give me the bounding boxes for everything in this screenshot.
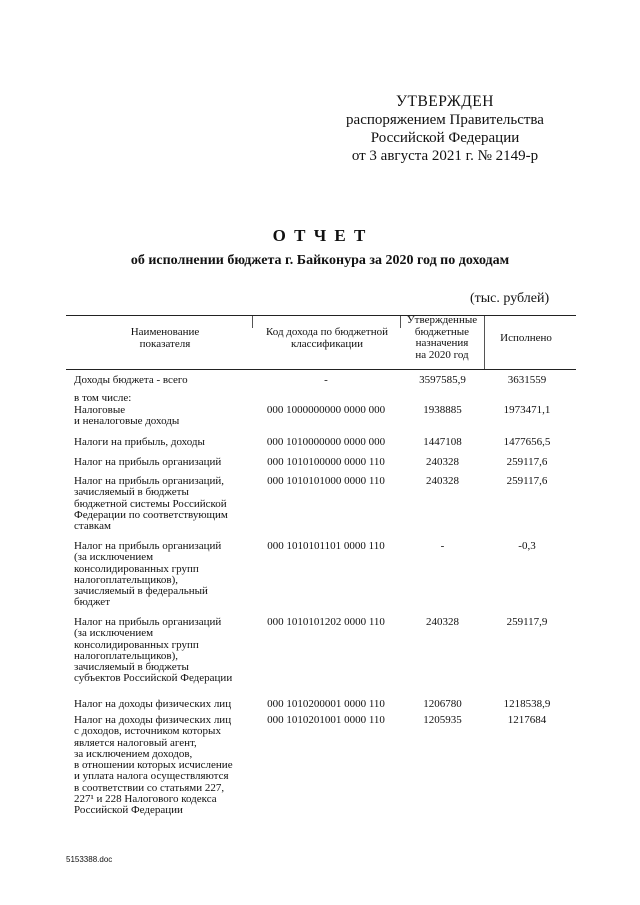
row-name: Налог на прибыль организаций (за исключением консолидированных групп налогоплательщиков), зачисляемый в бюджеты субъектов Российской Федерации bbox=[74, 616, 233, 685]
units-label: (тыс. рублей) bbox=[470, 291, 550, 306]
row-name: Налог на прибыль организаций bbox=[74, 456, 222, 468]
header-approved: Утвержденные бюджетные назначения на 2020 год bbox=[406, 314, 478, 361]
row-code: 000 1010101101 0000 110 bbox=[267, 540, 385, 552]
row-code: 000 1010101202 0000 110 bbox=[267, 616, 385, 628]
row-executed: 1217684 bbox=[507, 714, 547, 726]
row-code: 000 1000000000 0000 000 bbox=[266, 404, 386, 416]
row-name: Налог на прибыль организаций (за исключением консолидированных групп налогоплательщиков), зачисляемый в федеральный бюджет bbox=[74, 540, 222, 609]
row-name: Налог на доходы физических лиц bbox=[74, 698, 232, 710]
approval-line: распоряжением Правительства bbox=[346, 112, 544, 128]
row-approved: 240328 bbox=[426, 475, 459, 487]
row-code: 000 1010201001 0000 110 bbox=[267, 714, 385, 726]
header-code: Код дохода по бюджетной классификации bbox=[265, 326, 389, 350]
approval-line: от 3 августа 2021 г. № 2149-р bbox=[351, 148, 539, 164]
approval-stamp bbox=[330, 93, 560, 165]
report-subtitle: об исполнении бюджета г. Байконура за 2020 год по доходам bbox=[130, 253, 510, 268]
table-header-border bbox=[66, 369, 576, 370]
header-executed: Исполнено bbox=[500, 332, 552, 344]
row-name: в том числе: bbox=[74, 392, 132, 404]
row-approved: 1205935 bbox=[423, 714, 462, 726]
approval-title: УТВЕРЖДЕН bbox=[396, 93, 494, 110]
row-approved: - bbox=[440, 540, 445, 552]
row-executed: 1218538,9 bbox=[503, 698, 551, 710]
row-name: Налог на прибыль организаций, зачисляемый в бюджеты бюджетной системы Российской Федерации по соответствующим ставкам bbox=[74, 475, 228, 533]
row-name: Налоговые и неналоговые доходы bbox=[74, 404, 180, 428]
column-divider bbox=[484, 316, 485, 369]
table-top-border bbox=[66, 315, 576, 316]
row-code: 000 1010000000 0000 000 bbox=[266, 436, 386, 448]
row-executed: 1973471,1 bbox=[503, 404, 551, 416]
row-approved: 1447108 bbox=[423, 436, 462, 448]
footer-filename: 5153388.doc bbox=[66, 855, 113, 864]
row-name: Налоги на прибыль, доходы bbox=[74, 436, 205, 448]
row-approved: 240328 bbox=[426, 616, 459, 628]
row-approved: 240328 bbox=[426, 456, 459, 468]
row-executed: 259117,6 bbox=[506, 475, 548, 487]
row-name: Доходы бюджета - всего bbox=[74, 374, 188, 386]
report-title: О Т Ч Е Т bbox=[272, 226, 368, 245]
row-name: Налог на доходы физических лиц с доходов, источником которых является налоговый агент, за исключением доходов, в отношении которых исчисление и уплата налога осуществляются в соответствии со статьями 227, 227¹ и 228 Налогового кодекса Российской Федерации bbox=[74, 714, 233, 817]
row-executed: -0,3 bbox=[518, 540, 536, 552]
row-code: - bbox=[324, 374, 328, 386]
row-executed: 1477656,5 bbox=[503, 436, 551, 448]
row-approved: 3597585,9 bbox=[419, 374, 466, 386]
row-code: 000 1010101000 0000 110 bbox=[267, 475, 385, 487]
row-approved: 1938885 bbox=[423, 404, 462, 416]
header-name: Наименование показателя bbox=[130, 326, 200, 350]
column-divider bbox=[252, 316, 253, 328]
row-approved: 1206780 bbox=[423, 698, 462, 710]
row-executed: 259117,9 bbox=[506, 616, 548, 628]
approval-line: Российской Федерации bbox=[370, 130, 520, 146]
row-executed: 259117,6 bbox=[506, 456, 548, 468]
row-code: 000 1010100000 0000 110 bbox=[267, 456, 385, 468]
row-code: 000 1010200001 0000 110 bbox=[267, 698, 385, 710]
row-executed: 3631559 bbox=[507, 374, 547, 386]
